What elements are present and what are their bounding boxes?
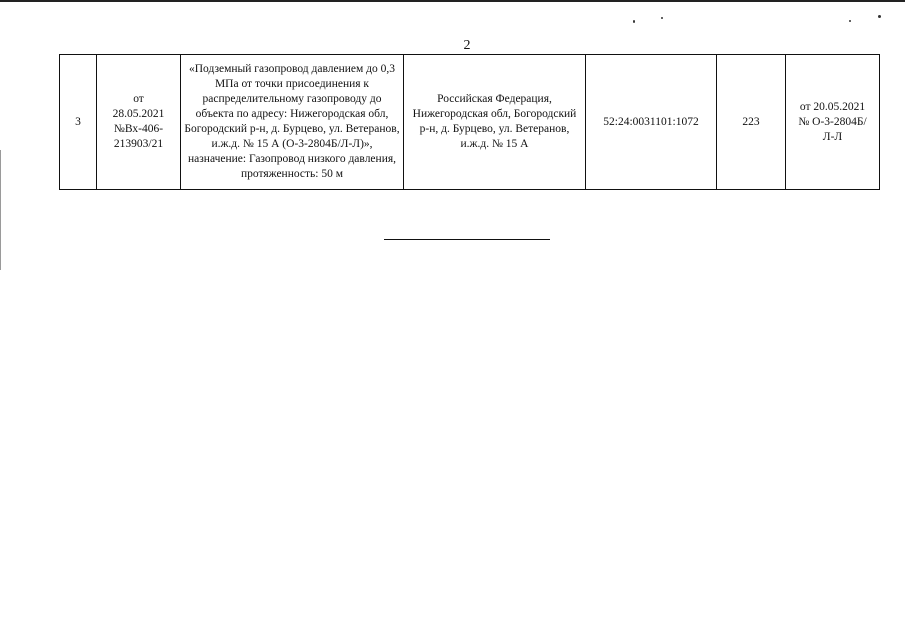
table-row xyxy=(60,55,880,190)
scan-speck xyxy=(633,20,635,23)
scan-top-edge xyxy=(0,0,905,2)
area-cell: 223 xyxy=(717,55,786,190)
page-number: 2 xyxy=(463,38,471,53)
scan-speck xyxy=(849,20,851,22)
address-cell: Российская Федерация, Нижегородская обл, Богородский р-н, д. Бурцево, ул. Ветеранов, и.ж.д. № 15 А xyxy=(404,55,586,190)
scan-speck xyxy=(878,15,881,18)
contract-cell: от 20.05.2021 № О-3-2804Б/Л-Л xyxy=(786,55,880,190)
scan-speck xyxy=(661,17,663,19)
row-index-cell: 3 xyxy=(60,55,97,190)
cadastral-number-cell: 52:24:0031101:1072 xyxy=(586,55,717,190)
registry-table xyxy=(59,54,880,190)
request-cell: от 28.05.2021 №Вх-406-213903/21 xyxy=(97,55,181,190)
scan-left-edge xyxy=(0,150,1,270)
document-end-line xyxy=(384,239,550,240)
object-description-cell: «Подземный газопровод давлением до 0,3 МПа от точки присоединения к распределительному газопроводу до объекта по адресу: Нижегородская обл, Богородский р-н, д. Бурцево, ул. Ветеранов, и.ж.д. № 15 А (О-3-2804Б/Л-Л)», назначение: Газопровод низкого давления, протяженность: 50 м xyxy=(181,55,404,190)
